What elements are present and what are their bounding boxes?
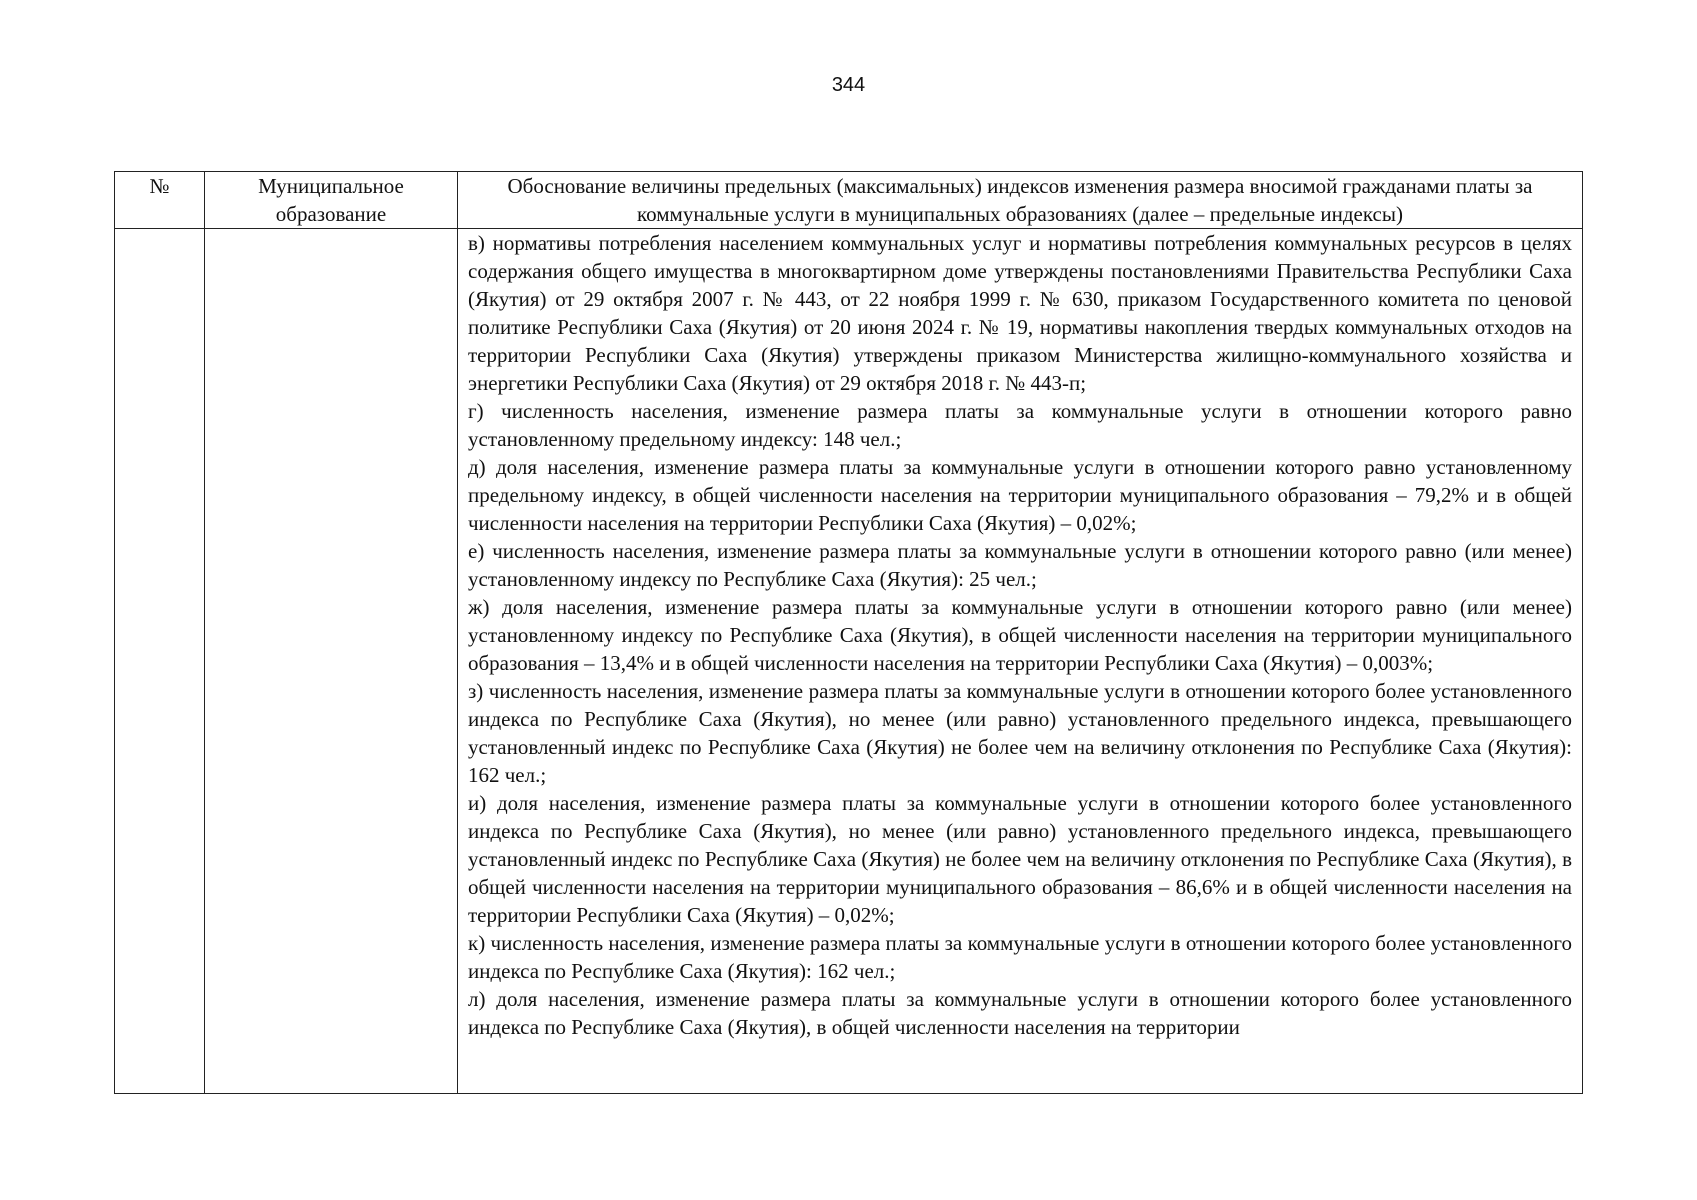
cell-municipality xyxy=(205,229,458,1094)
page-number: 344 xyxy=(831,74,866,96)
cell-justification xyxy=(458,229,1583,1094)
table-row xyxy=(115,229,1583,1094)
paragraph-l: л) доля населения, изменение размера платы за коммунальные услуги в отношении которого более установленного индекса по Республике Саха (Якутия), в общей численности населения на территории xyxy=(468,987,1572,1039)
paragraph-zh: ж) доля населения, изменение размера платы за коммунальные услуги в отношении которого равно (или менее) установленному индексу по Республике Саха (Якутия), в общей численности населения на территории муниципального образования – 13,4% и в общей численности населения на территории Республики Саха (Якутия) – 0,003%; xyxy=(468,595,1572,675)
paragraph-d: д) доля населения, изменение размера платы за коммунальные услуги в отношении которого равно установленному предельному индексу, в общей численности населения на территории муниципального образования – 79,2% и в общей численности населения на территории Республики Саха (Якутия) – 0,02%; xyxy=(468,455,1572,535)
header-municipality-label: Муниципальное образование xyxy=(258,174,404,226)
header-number xyxy=(115,172,205,229)
paragraph-v: в) нормативы потребления населением коммунальных услуг и нормативы потребления коммунальных ресурсов в целях содержания общего имущества в многоквартирном доме утверждены постановлениями Правительства Республики Саха (Якутия) от 29 октября 2007 г. № 443, от 22 ноября 1999 г. № 630, приказом Государственного комитета по ценовой политике Республики Саха (Якутия) от 20 июня 2024 г. № 19, нормативы накопления твердых коммунальных отходов на территории Республики Саха (Якутия) утверждены приказом Министерства жилищно-коммунального хозяйства и энергетики Республики Саха (Якутия) от 29 октября 2018 г. № 443-п; xyxy=(468,231,1572,395)
paragraph-e: е) численность населения, изменение размера платы за коммунальные услуги в отношении которого равно (или менее) установленному индексу по Республике Саха (Якутия): 25 чел.; xyxy=(468,539,1572,591)
table-header-row xyxy=(115,172,1583,229)
cell-number xyxy=(115,229,205,1094)
paragraph-k: к) численность населения, изменение размера платы за коммунальные услуги в отношении которого более установленного индекса по Республике Саха (Якутия): 162 чел.; xyxy=(468,931,1572,983)
paragraph-i: и) доля населения, изменение размера платы за коммунальные услуги в отношении которого более установленного индекса по Республике Саха (Якутия), но менее (или равно) установленного предельного индекса, превышающего установленный индекс по Республике Саха (Якутия) не более чем на величину отклонения по Республике Саха (Якутия), в общей численности населения на территории муниципального образования – 86,6% и в общей численности населения на территории Республики Саха (Якутия) – 0,02%; xyxy=(468,791,1572,927)
header-number-label: № xyxy=(149,174,170,198)
header-justification xyxy=(458,172,1583,229)
paragraph-g: г) численность населения, изменение размера платы за коммунальные услуги в отношении которого равно установленному предельному индексу: 148 чел.; xyxy=(468,399,1572,451)
header-justification-label: Обоснование величины предельных (максимальных) индексов изменения размера вносимой гражданами платы за коммунальные услуги в муниципальных образованиях (далее – предельные индексы) xyxy=(507,174,1533,226)
header-municipality xyxy=(205,172,458,229)
justification-table xyxy=(114,171,1583,1094)
paragraph-z: з) численность населения, изменение размера платы за коммунальные услуги в отношении которого более установленного индекса по Республике Саха (Якутия), но менее (или равно) установленного предельного индекса, превышающего установленный индекс по Республике Саха (Якутия) не более чем на величину отклонения по Республике Саха (Якутия): 162 чел.; xyxy=(468,679,1572,787)
